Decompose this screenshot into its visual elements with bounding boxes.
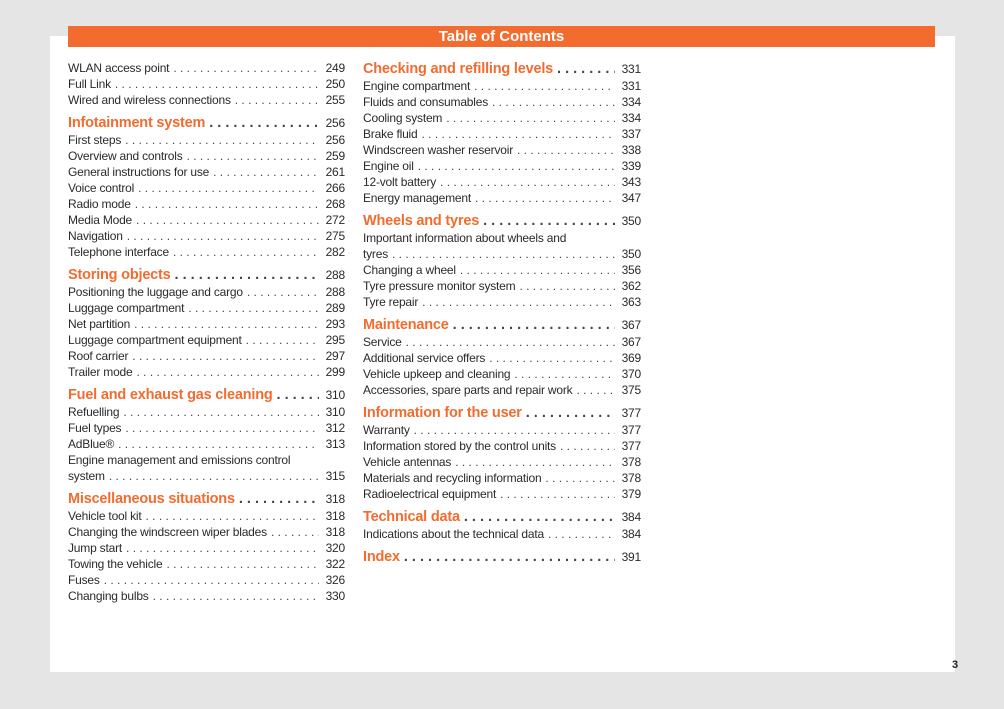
toc-entry[interactable]: WLAN access point . . . 249 bbox=[68, 60, 345, 76]
toc-entry[interactable]: Fuses . . . 326 bbox=[68, 572, 345, 588]
toc-entry[interactable]: Telephone interface . . . 282 bbox=[68, 244, 345, 260]
toc-entry[interactable]: Service . . . 367 bbox=[363, 334, 641, 350]
toc-entry[interactable]: Vehicle upkeep and cleaning . . . 370 bbox=[363, 366, 641, 382]
toc-entry[interactable]: Net partition . . . 293 bbox=[68, 316, 345, 332]
toc-entry[interactable]: Changing a wheel . . . 356 bbox=[363, 262, 641, 278]
toc-section-technical[interactable]: Technical data . . . 384 bbox=[363, 508, 641, 526]
toc-entry[interactable]: Trailer mode . . . 299 bbox=[68, 364, 345, 380]
toc-entry[interactable]: Overview and controls . . . 259 bbox=[68, 148, 345, 164]
toc-entry[interactable]: Full Link . . . 250 bbox=[68, 76, 345, 92]
toc-entry[interactable]: Warranty . . . 377 bbox=[363, 422, 641, 438]
toc-section-wheels[interactable]: Wheels and tyres . . . 350 bbox=[363, 212, 641, 230]
toc-entry[interactable]: Voice control . . . 266 bbox=[68, 180, 345, 196]
toc-section-storing[interactable]: Storing objects . . . 288 bbox=[68, 266, 345, 284]
toc-entry[interactable]: AdBlue® . . . 313 bbox=[68, 436, 345, 452]
page-number: 3 bbox=[952, 659, 959, 671]
toc-entry[interactable]: Additional service offers . . . 369 bbox=[363, 350, 641, 366]
toc-entry[interactable]: First steps . . . 256 bbox=[68, 132, 345, 148]
toc-entry[interactable]: Engine oil . . . 339 bbox=[363, 158, 641, 174]
toc-entry[interactable]: Radioelectrical equipment . . . 379 bbox=[363, 486, 641, 502]
toc-entry[interactable]: General instructions for use . . . 261 bbox=[68, 164, 345, 180]
toc-entry[interactable]: Accessories, spare parts and repair work . . . 375 bbox=[363, 382, 641, 398]
toc-entry[interactable]: Fuel types . . . 312 bbox=[68, 420, 345, 436]
toc-entry[interactable]: Changing bulbs . . . 330 bbox=[68, 588, 345, 604]
toc-entry[interactable]: Brake fluid . . . 337 bbox=[363, 126, 641, 142]
toc-entry[interactable]: Tyre repair . . . 363 bbox=[363, 294, 641, 310]
toc-section-misc[interactable]: Miscellaneous situations . . . 318 bbox=[68, 490, 345, 508]
toc-entry[interactable]: tyres . . . 350 bbox=[363, 246, 641, 262]
toc-section-info-user[interactable]: Information for the user . . . 377 bbox=[363, 404, 641, 422]
toc-entry[interactable]: Windscreen washer reservoir . . . 338 bbox=[363, 142, 641, 158]
toc-entry[interactable]: Changing the windscreen wiper blades . . . 318 bbox=[68, 524, 345, 540]
toc-entry[interactable]: Refuelling . . . 310 bbox=[68, 404, 345, 420]
toc-entry[interactable]: Tyre pressure monitor system . . . 362 bbox=[363, 278, 641, 294]
toc-entry[interactable]: system . . . 315 bbox=[68, 468, 345, 484]
toc-entry[interactable]: Jump start . . . 320 bbox=[68, 540, 345, 556]
header-bar bbox=[68, 26, 935, 47]
toc-column-left bbox=[68, 60, 345, 604]
toc-section-infotainment[interactable]: Infotainment system . . . 256 bbox=[68, 114, 345, 132]
toc-entry[interactable]: Radio mode . . . 268 bbox=[68, 196, 345, 212]
toc-entry[interactable]: Information stored by the control units . . . 377 bbox=[363, 438, 641, 454]
toc-section-checking[interactable]: Checking and refilling levels . . . 331 bbox=[363, 60, 641, 78]
toc-group-pre bbox=[68, 60, 345, 108]
toc-entry[interactable]: Positioning the luggage and cargo . . . 288 bbox=[68, 284, 345, 300]
toc-entry[interactable]: Materials and recycling information . . . 378 bbox=[363, 470, 641, 486]
toc-entry-wrap-line[interactable]: Engine management and emissions control bbox=[68, 453, 291, 467]
toc-section-maintenance[interactable]: Maintenance . . . 367 bbox=[363, 316, 641, 334]
toc-entry[interactable]: Indications about the technical data . . . 384 bbox=[363, 526, 641, 542]
toc-entry[interactable]: Navigation . . . 275 bbox=[68, 228, 345, 244]
toc-entry[interactable]: Wired and wireless connections . . . 255 bbox=[68, 92, 345, 108]
toc-entry-wrap-line[interactable]: Important information about wheels and bbox=[363, 231, 567, 245]
toc-entry[interactable]: Cooling system . . . 334 bbox=[363, 110, 641, 126]
toc-entry[interactable]: Fluids and consumables . . . 334 bbox=[363, 94, 641, 110]
toc-entry[interactable]: Vehicle antennas . . . 378 bbox=[363, 454, 641, 470]
toc-section-fuel[interactable]: Fuel and exhaust gas cleaning . . . 310 bbox=[68, 386, 345, 404]
toc-entry[interactable]: Media Mode . . . 272 bbox=[68, 212, 345, 228]
toc-entry[interactable]: Luggage compartment . . . 289 bbox=[68, 300, 345, 316]
toc-column-right bbox=[363, 60, 641, 566]
toc-entry[interactable]: Engine compartment . . . 331 bbox=[363, 78, 641, 94]
toc-entry[interactable]: Vehicle tool kit . . . 318 bbox=[68, 508, 345, 524]
toc-section-index[interactable]: Index . . . 391 bbox=[363, 548, 641, 566]
toc-entry[interactable]: Towing the vehicle . . . 322 bbox=[68, 556, 345, 572]
toc-entry[interactable]: Luggage compartment equipment . . . 295 bbox=[68, 332, 345, 348]
toc-entry[interactable]: 12-volt battery . . . 343 bbox=[363, 174, 641, 190]
toc-entry[interactable]: Roof carrier . . . 297 bbox=[68, 348, 345, 364]
page-title: Table of Contents bbox=[438, 28, 565, 45]
toc-entry[interactable]: Energy management . . . 347 bbox=[363, 190, 641, 206]
